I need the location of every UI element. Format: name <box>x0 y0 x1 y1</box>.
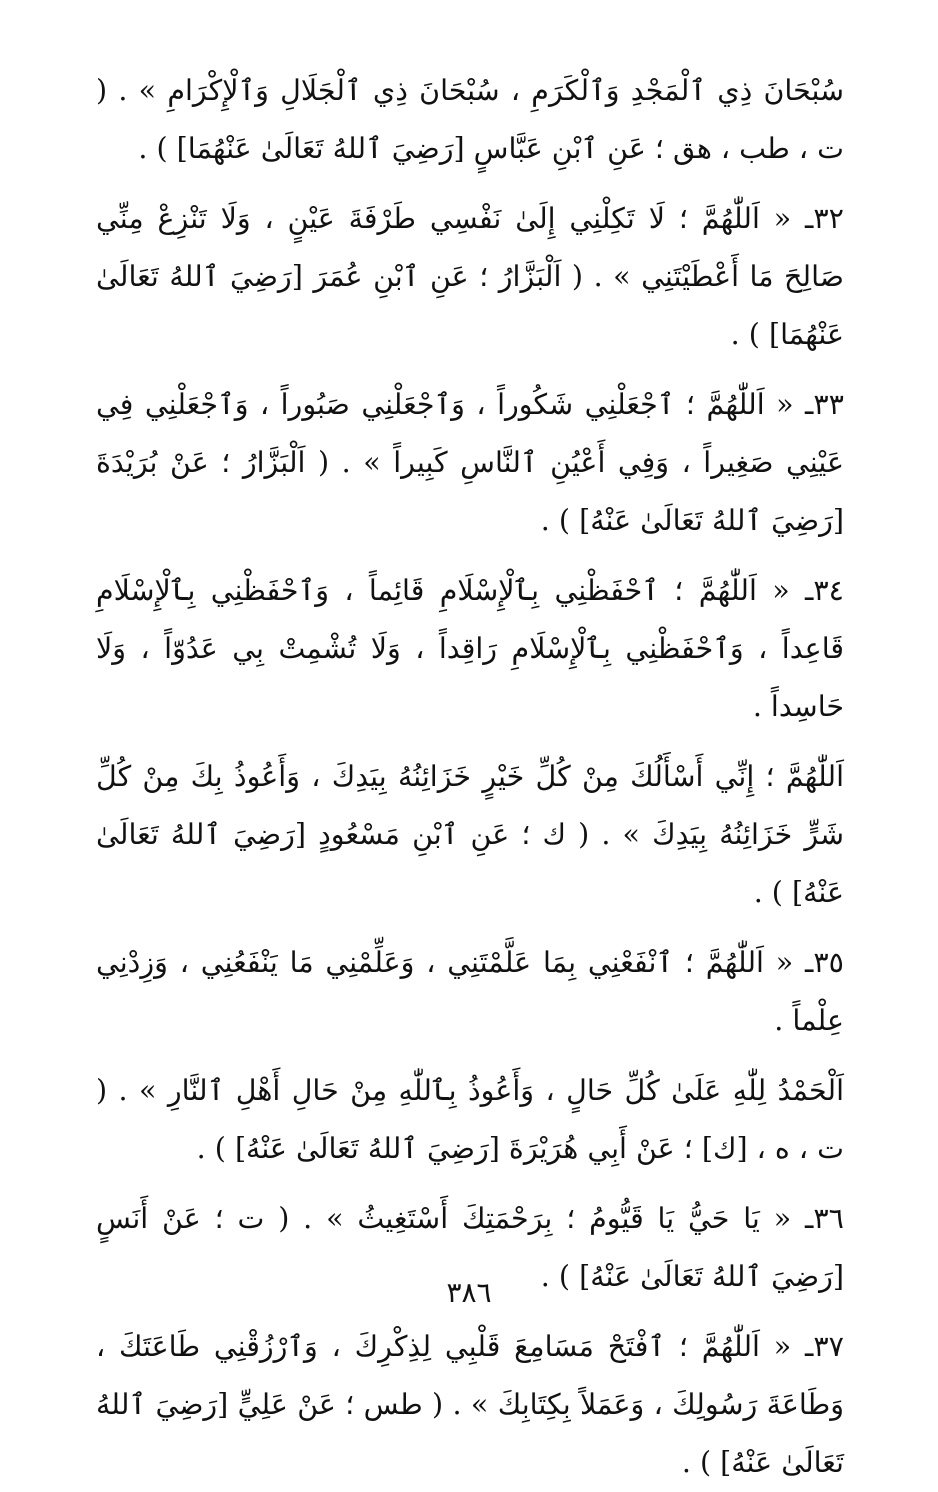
paragraph-hadith-36: ٣٦ـ « يَا حَيُّ يَا قَيُّومُ ؛ بِرَحْمَتِكَ أَسْتَغِيثُ » . ( ت ؛ عَنْ أَنَسٍ [رَضِيَ ٱللهُ تَعَالَىٰ عَنْهُ] ) . <box>96 1202 844 1293</box>
page-number: ٣٨٦ <box>446 1276 492 1309</box>
paragraph-hadith-32: ٣٢ـ « اَللّٰهُمَّ ؛ لَا تَكِلْنِي إِلَىٰ نَفْسِي طَرْفَةَ عَيْنٍ ، وَلَا تَنْزِعْ مِنِّي صَالِحَ مَا أَعْطَيْتَنِي » . ( اَلْبَزَّارُ ؛ عَنِ ٱبْنِ عُمَرَ [رَضِيَ ٱللهُ تَعَالَىٰ عَنْهُمَا] ) . <box>96 202 844 351</box>
paragraph-hadith-33: ٣٣ـ « اَللّٰهُمَّ ؛ ٱجْعَلْنِي شَكُوراً ، وَٱجْعَلْنِي صَبُوراً ، وَٱجْعَلْنِي فِي عَيْنِي صَغِيراً ، وَفِي أَعْيُنِ ٱلنَّاسِ كَبِيراً » . ( اَلْبَزَّارُ ؛ عَنْ بُرَيْدَةَ [رَضِيَ ٱللهُ تَعَالَىٰ عَنْهُ] ) . <box>96 388 844 537</box>
paragraph-hadith-34-continuation: اَللّٰهُمَّ ؛ إِنِّي أَسْأَلُكَ مِنْ كُلِّ خَيْرٍ خَزَائِنُهُ بِيَدِكَ ، وَأَعُوذُ بِكَ مِنْ كُلِّ شَرٍّ خَزَائِنُهُ بِيَدِكَ » . ( ك ؛ عَنِ ٱبْنِ مَسْعُودٍ [رَضِيَ ٱللهُ تَعَالَىٰ عَنْهُ] ) . <box>96 760 844 909</box>
paragraph-hadith-35-continuation: اَلْحَمْدُ لِلّٰهِ عَلَىٰ كُلِّ حَالٍ ، وَأَعُوذُ بِٱللّٰهِ مِنْ حَالِ أَهْلِ ٱلنَّارِ » . ( ت ، ه ، [ك] ؛ عَنْ أَبِي هُرَيْرَةَ [رَضِيَ ٱللهُ تَعَالَىٰ عَنْهُ] ) . <box>96 1074 844 1165</box>
paragraph-hadith-37: ٣٧ـ « اَللّٰهُمَّ ؛ ٱفْتَحْ مَسَامِعَ قَلْبِي لِذِكْرِكَ ، وَٱرْزُقْنِي طَاعَتَكَ ، وَطَاعَةَ رَسُولِكَ ، وَعَمَلاً بِكِتَابِكَ » . ( طس ؛ عَنْ عَلِيٍّ [رَضِيَ ٱللهُ تَعَالَىٰ عَنْهُ] ) . <box>96 1330 844 1479</box>
paragraph-hadith-34: ٣٤ـ « اَللّٰهُمَّ ؛ ٱحْفَظْنِي بِٱلْإِسْلَامِ قَائِماً ، وَٱحْفَظْنِي بِٱلْإِسْلَامِ قَاعِداً ، وَٱحْفَظْنِي بِٱلْإِسْلَامِ رَاقِداً ، وَلَا تُشْمِتْ بِي عَدُوّاً ، وَلَا حَاسِداً . <box>96 574 844 723</box>
paragraph-continuation-31: سُبْحَانَ ذِي ٱلْمَجْدِ وَٱلْكَرَمِ ، سُبْحَانَ ذِي ٱلْجَلَالِ وَٱلْإِكْرَامِ » . ( ت ، طب ، هق ؛ عَنِ ٱبْنِ عَبَّاسٍ [رَضِيَ ٱللهُ تَعَالَىٰ عَنْهُمَا] ) . <box>96 74 844 165</box>
paragraph-hadith-35: ٣٥ـ « اَللّٰهُمَّ ؛ ٱنْفَعْنِي بِمَا عَلَّمْتَنِي ، وَعَلِّمْنِي مَا يَنْفَعُنِي ، وَزِدْنِي عِلْماً . <box>96 946 844 1037</box>
